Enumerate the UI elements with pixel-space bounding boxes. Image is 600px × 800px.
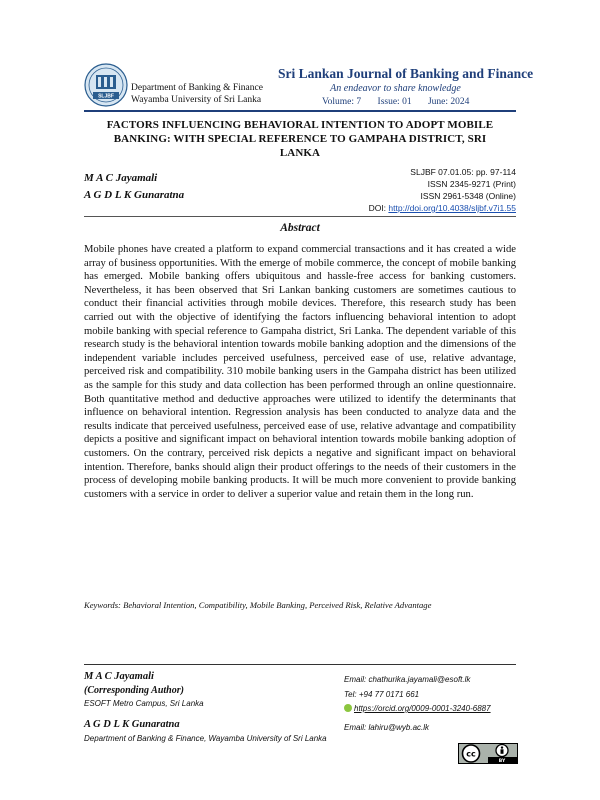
issn-print: ISSN 2345-9271 (Print) [427, 179, 516, 189]
by-label: BY [498, 759, 506, 764]
journal-tagline: An endeavor to share knowledge [330, 83, 461, 94]
orcid-link[interactable]: https://orcid.org/0009-0001-3240-6887 [354, 704, 491, 713]
publisher-block [131, 82, 263, 106]
doi-link[interactable]: http://doi.org/10.4038/sljbf.v7i1.55 [388, 203, 516, 213]
keywords-list: Behavioral Intention, Compatibility, Mobile Banking, Perceived Risk, Relative Advantage [120, 600, 432, 610]
author2-name: A G D L K Gunaratna [84, 719, 180, 730]
orcid-icon [344, 704, 352, 712]
author1-phone: Tel: +94 77 0171 661 [344, 690, 420, 699]
journal-logo-icon [84, 63, 128, 107]
paper-title-line: LANKA [279, 147, 321, 159]
author-list [84, 170, 184, 204]
department-name: Department of Banking & Finance [131, 83, 263, 93]
header-divider [84, 110, 516, 112]
abstract-heading: Abstract [280, 222, 320, 234]
corresponding-author-name: M A C Jayamali [84, 671, 154, 682]
issn-online: ISSN 2961-5348 (Online) [420, 191, 516, 201]
date-label: June: 2024 [427, 97, 470, 107]
author1-affiliation: ESOFT Metro Campus, Sri Lanka [84, 699, 204, 708]
cc-by-license-icon[interactable] [458, 743, 518, 764]
publication-meta [369, 166, 516, 214]
journal-title: Sri Lankan Journal of Banking and Finance [278, 66, 534, 81]
abstract-body: Mobile phones have created a platform to expand commercial transactions and it has created a wide array of business opportunities. With the emerge of mobile commerce, the concept of mobile banking has emerged. Mobile banking offers ubiquitous and hassle-free access for banking customers. Nevertheless, it has been observed that Sri Lankan banking customers are sometimes cautious to conduct their financial activities through mobile devices. Therefore, this research study has been carried out with the objective of identifying the factors influencing behavioral intention to adopt mobile banking with special reference to Gampaha district, Sri Lanka. The dependent variable of this research study is the behavioral intention towards mobile banking adoption and the dimensions of the independent variable includes perceived usefulness, perceived ease of use, relative advantage, perceived risk and compatibility. 310 mobile banking users in the Gampaha district has been utilized as the sample for this study and data collection has been performed through an online questionnaire. Both quantitative method and deductive approaches were utilized to identify the determinants that influence on behavioral intention. Regression analysis has been conducted to analyze data and the results indicate that perceived usefulness, perceived ease of use, relative advantage and compatibility depicts a positive and significant impact on behavioral intention towards mobile banking adoption of customers. On the contrary, perceived risk depicts a negative and significant impact on behavioral intention. Therefore, banks should align their product offerings to the needs of their customers in the process of developing mobile banking products. It will be much more convenient to provide banking customers with a service in order to deliver a superior value and retain them in the long run. [84, 244, 516, 500]
doi-label: DOI: [368, 203, 389, 213]
author-name: M A C Jayamali [84, 172, 158, 184]
issue-label: Issue: 01 [377, 97, 412, 107]
doi-line [369, 202, 516, 214]
footer-divider [84, 664, 516, 665]
volume-label: Volume: 7 [322, 97, 362, 107]
university-name: Wayamba University of Sri Lanka [131, 95, 262, 105]
author2-email[interactable]: Email: lahiru@wyb.ac.lk [344, 723, 430, 732]
author1-email[interactable]: Email: chathurika.jayamali@esoft.lk [344, 675, 471, 684]
author2-affiliation: Department of Banking & Finance, Wayamba University of Sri Lanka [84, 734, 327, 743]
paper-title [98, 118, 502, 160]
author-name: A G D L K Gunaratna [84, 189, 185, 201]
keywords-label: Keywords: [84, 600, 121, 610]
paper-title-line: FACTORS INFLUENCING BEHAVIORAL INTENTION TO ADOPT MOBILE [106, 119, 494, 131]
cc-label: cc [466, 749, 476, 759]
corresponding-author-role: (Corresponding Author) [84, 685, 184, 696]
page-reference: SLJBF 07.01.05: pp. 97-114 [410, 167, 516, 177]
keywords-line [84, 600, 431, 610]
logo-text: SLJBF [98, 93, 114, 100]
issue-info [322, 97, 469, 107]
meta-divider [84, 216, 516, 217]
paper-title-line: BANKING: WITH SPECIAL REFERENCE TO GAMPAHA DISTRICT, SRI [113, 133, 487, 145]
author1-orcid [344, 704, 491, 713]
